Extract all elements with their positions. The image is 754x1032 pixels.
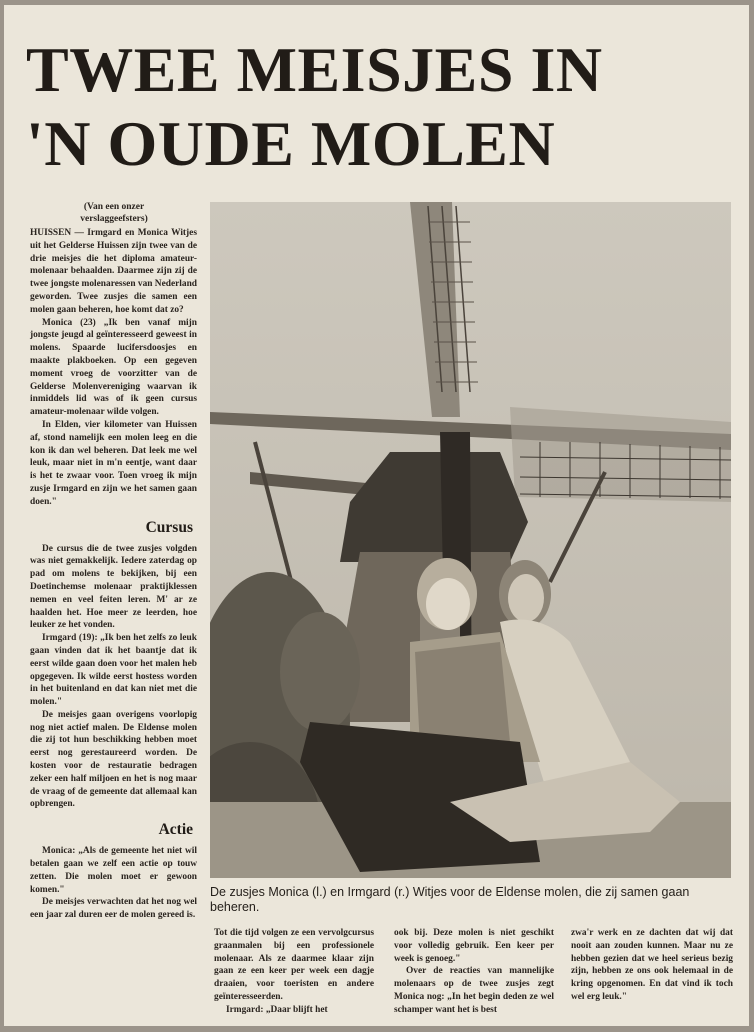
subheading-cursus: Cursus [145,518,193,536]
article-column-4 [571,927,733,1004]
paragraph: Monica (23) „Ik ben vanaf mijn jongste jeugd al geïnteresseerd geweest in molens. Spaarde lucifersdoosjes en maakte plakboeken. Op een gegeven moment vroeg de voorzitter van de Gelderse Molenvereniging waarvan ik inmiddels lid was of ik geen cursus amateur-molenaar wilde volgen. [30,317,197,418]
subheading-actie: Actie [158,821,193,839]
headline-line-2: 'N OUDE MOLEN [26,108,556,179]
photo-caption: De zusjes Monica (l.) en Irmgard (r.) Witjes voor de Eldense molen, die zij samen gaan beheren. [210,885,690,914]
paragraph: Irmgard: „Daar blijft het [226,1004,328,1015]
paragraph: De meisjes verwachten dat het nog wel een jaar zal duren eer de molen gereed is. [30,897,197,921]
paragraph: Tot die tijd volgen ze een vervolgcursus graanmalen bij een professionele molenaar. Als ze daarmee klaar zijn gaan ze een keer per week een dagje draaien, voor toeristen en andere geïnteresseerden. [214,928,374,1002]
paragraph: HUISSEN — Irmgard en Monica Witjes uit het Gelderse Huissen zijn twee van de drie meisjes die het diploma amateur-molenaar behaalden. Daarmee zijn zij de twee jongste molenaressen van Nederland geworden. Twee zusjes die samen een molen gaan beheren, hoe komt dat zo? [30,228,197,315]
headline-line-1: TWEE MEISJES IN [26,34,603,105]
headline [26,33,726,181]
paragraph: zwa'r werk en ze dachten dat wij dat nooit aan zouden kunnen. Maar nu ze hebben gezien dat we heel serieus bezig zijn, hebben ze ons ook helemaal in de kring opgenomen. En dat vind ik toch wel erg leuk." [571,928,733,1002]
article-column-1 [30,227,197,922]
paragraph: Irmgard (19): „Ik ben het zelfs zo leuk gaan vinden dat ik het baantje dat ik eerst wilde gaan doen voor het malen heb opgegeven. Ik wilde eerst hostess worden in het buitenland en dat kan niet met die molen." [30,633,197,708]
article-column-2 [214,927,374,1017]
byline-line-2: verslaggeefsters) [80,214,148,224]
byline-line-1: (Van een onzer [83,202,145,212]
paragraph: In Elden, vier kilometer van Huissen af, stond namelijk een molen leeg en die kon ik dan wel beheren. Dat leek me wel leuk, maar niet in m'n eentje, want daar is het te zwaar voor. Toen vroeg ik mijn zusje Irmgard en zijn we het samen gaan doen." [30,419,197,507]
paragraph: ook bij. Deze molen is niet geschikt voor volledig gebruik. Een keer per week is genoeg." [394,928,554,964]
paragraph: De meisjes gaan overigens voorlopig nog niet actief malen. De Eldense molen die zij tot hun beschikking hebben moet eerst nog gerestaureerd worden. De kosten voor de restauratie bedragen zeker een half miljoen en het is nog maar de vraag of de gemeente dat allemaal kan opbrengen. [30,709,197,810]
article-column-3 [394,927,554,1017]
paragraph: De cursus die de twee zusjes volgden was niet gemakkelijk. Iedere zaterdag op pad om molens te bekijken, bij een Doetinchemse molenaar praktijklessen nemen en veel feiten leren. M' ar ze haalden het. Hoe meer ze leerden, hoe leuker ze het vonden. [30,543,197,631]
windmill-photo [210,202,731,878]
byline [34,201,194,225]
windmill-photo-illustration [210,202,731,878]
paragraph: Over de reacties van mannelijke molenaars op de twee zusjes zegt Monica nog: „In het begin deden ze wel schamper want het is best [394,966,554,1015]
paragraph: Monica: „Als de gemeente het niet wil betalen gaan we zelf een actie op touw zetten. Die molen moet er gewoon komen." [30,846,197,895]
